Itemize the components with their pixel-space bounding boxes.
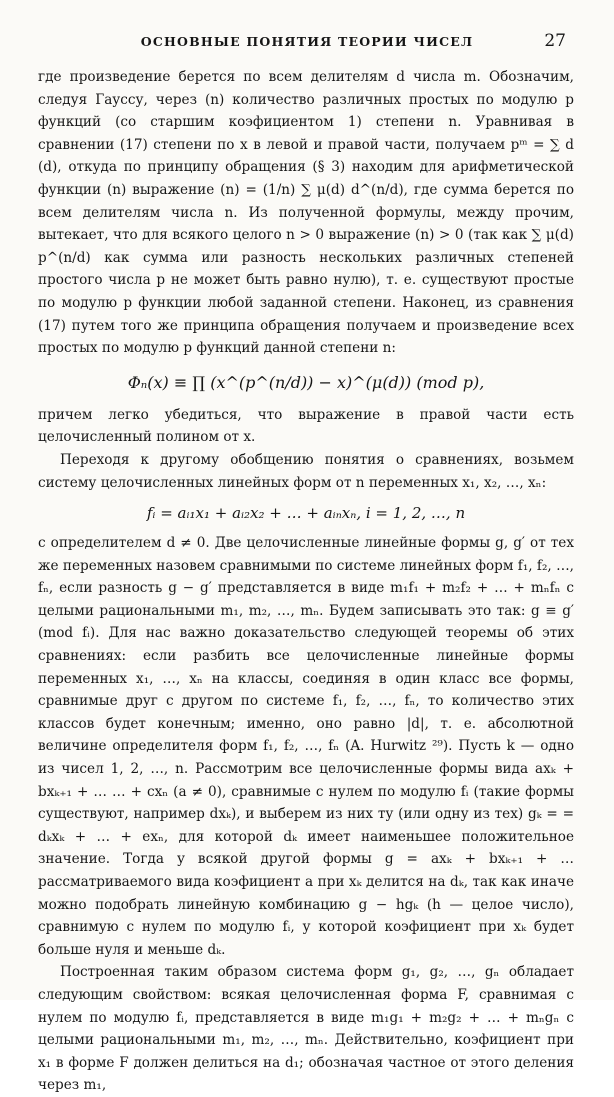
running-title: ОСНОВНЫЕ ПОНЯТИЯ ТЕОРИИ ЧИСЕЛ [140, 34, 474, 49]
paragraph-hurwitz-theorem: с определителем d ≠ 0. Две целочисленные линейные формы g, g′ от тех же переменных назовем сравнимыми по системе линейных форм f₁, f₂, …, fₙ, если разность g − g′ представляется в виде m₁f₁ + m₂f₂ + … + mₙfₙ с целыми рациональными m₁, m₂, …, mₙ. Будем записывать это так: g ≡ g′ (mod fᵢ). Для нас важно доказательство следующей теоремы об этих сравнениях: если разбить все целочисленные линейные формы переменных x₁, …, xₙ на классы, соединяя в один класс все формы, сравнимые друг с другом по системе f₁, f₂, …, fₙ, то количество этих классов будет конечным; именно, оно равно |d|, т. е. абсолютной величине определителя форм f₁, f₂, …, fₙ (A. Hurwitz ²⁹). Пусть k — одно из чисел 1, 2, …, n. Рассмотрим все целочисленные формы вида axₖ + bxₖ₊₁ + … … + cxₙ (a ≠ 0), сравнимые с нулем по модулю fᵢ (такие формы существуют, например dxₖ), и выберем из них ту (или одну из тех) gₖ = = dₖxₖ + … + exₙ, для которой dₖ имеет наименьшее положительное значение. Тогда у всякой другой формы g = axₖ + bxₖ₊₁ + … рассматриваемого вида коэфициент a при xₖ делится на dₖ, так как иначе можно подобрать линейную комбинацию g − hgₖ (h — целое число), сравнимую с нулем по модулю fᵢ, у которой коэфициент при xₖ будет больше нуля и меньше dₖ. [38, 535, 574, 958]
running-head [36, 31, 578, 56]
paragraph-linear-forms-intro: Переходя к другому обобщению понятия о сравнениях, возьмем систему целочисленных линейных форм от n переменных x₁, x₂, …, xₙ: [38, 451, 574, 491]
page-number: 27 [544, 31, 566, 51]
formula-linear-forms: fᵢ = aᵢ₁x₁ + aᵢ₂x₂ + … + aᵢₙxₙ, i = 1, 2, …, n [146, 504, 466, 523]
paragraph-system-of-forms: Построенная таким образом система форм g₁, g₂, …, gₙ обладает следующим свойством: всякая целочисленная форма F, сравнимая с нулем по модулю fᵢ, представляется в виде m₁g₁ + m₂g₂ + … + mₙgₙ с целыми рациональными m₁, m₂, …, mₙ. Действительно, коэфициент при x₁ в форме F должен делиться на d₁; обозначая частное от этого деления через m₁, [38, 964, 574, 1094]
page-body [38, 66, 574, 1097]
paragraph-polynomial-note: причем легко убедиться, что выражение в правой части есть целочисленный полином от x. [38, 406, 574, 446]
formula-product-primes: Φₙ(x) ≡ ∏ (x^(p^(n/d)) − x)^(μ(d)) (mod p), [127, 372, 485, 392]
paragraph-gauss-count: где произведение берется по всем делителям d числа m. Обозначим, следуя Гауссу, через (n) количество различных простых по модулю p функций (со старшим коэфициентом 1) степени n. Уравнивая в сравнении (17) степени по x в левой и правой части, получаем pᵐ = ∑ d (d), откуда по принципу обращения (§ 3) находим для арифметической функции (n) выражение (n) = (1/n) ∑ μ(d) d^(n/d), где сумма берется по всем делителям числа n. Из полученной формулы, между прочим, вытекает, что для всякого целого n > 0 выражение (n) > 0 (так как ∑ μ(d) p^(n/d) как сумма или разность нескольких различных степеней простого числа p не может быть равно нулю), т. е. существуют простые по модулю p функции любой заданной степени. Наконец, из сравнения (17) путем того же принципа обращения получаем и произведение всех простых по модулю p функций данной степени n: [38, 69, 574, 357]
